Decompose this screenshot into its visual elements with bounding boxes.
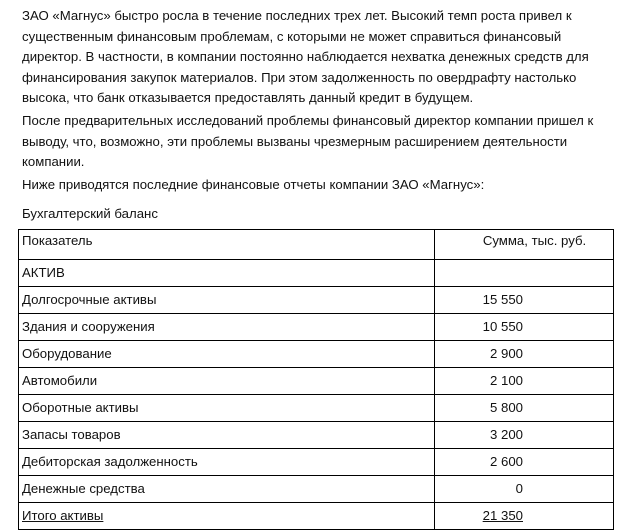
row-value: 0 bbox=[435, 476, 614, 503]
header-amount: Сумма, тыс. руб. bbox=[435, 230, 614, 260]
row-label: АКТИВ bbox=[19, 260, 435, 287]
row-label: Денежные средства bbox=[19, 476, 435, 503]
total-label: Итого активы bbox=[19, 503, 435, 530]
row-value: 2 600 bbox=[435, 449, 614, 476]
row-label: Запасы товаров bbox=[19, 422, 435, 449]
table-row bbox=[19, 341, 614, 368]
table-row-total bbox=[19, 503, 614, 530]
row-value bbox=[435, 260, 614, 287]
row-value: 5 800 bbox=[435, 395, 614, 422]
header-indicator: Показатель bbox=[19, 230, 435, 260]
row-label: Здания и сооружения bbox=[19, 314, 435, 341]
total-value: 21 350 bbox=[435, 503, 614, 530]
table-header-row bbox=[19, 230, 614, 260]
balance-sheet-table bbox=[18, 229, 614, 530]
row-label: Долгосрочные активы bbox=[19, 287, 435, 314]
table-row bbox=[19, 314, 614, 341]
table-row bbox=[19, 368, 614, 395]
row-value: 2 900 bbox=[435, 341, 614, 368]
table-row bbox=[19, 422, 614, 449]
table-row bbox=[19, 449, 614, 476]
paragraph-statements: Ниже приводятся последние финансовые отчеты компании ЗАО «Магнус»: bbox=[22, 177, 485, 192]
paragraph-research: После предварительных исследований проблемы финансовый директор компании пришел к выводу, что, возможно, эти проблемы вызваны чрезмерным расширением деятельности компании. bbox=[22, 113, 594, 169]
row-value: 10 550 bbox=[435, 314, 614, 341]
table-row bbox=[19, 287, 614, 314]
row-value: 15 550 bbox=[435, 287, 614, 314]
row-value: 3 200 bbox=[435, 422, 614, 449]
paragraph-intro: ЗАО «Магнус» быстро росла в течение последних трех лет. Высокий темп роста привел к существенным финансовым проблемам, с которыми не может справиться финансовый директор. В частности, в компании постоянно наблюдается нехватка денежных средств для финансирования закупок материалов. При этом задолженность по овердрафту настолько высока, что банк отказывается предоставлять данный кредит в будущем. bbox=[22, 8, 589, 105]
row-label: Оборотные активы bbox=[19, 395, 435, 422]
table-row bbox=[19, 395, 614, 422]
balance-sheet-title: Бухгалтерский баланс bbox=[22, 206, 158, 221]
row-label: Оборудование bbox=[19, 341, 435, 368]
row-label: Автомобили bbox=[19, 368, 435, 395]
row-label: Дебиторская задолженность bbox=[19, 449, 435, 476]
table-row bbox=[19, 260, 614, 287]
row-value: 2 100 bbox=[435, 368, 614, 395]
table-row bbox=[19, 476, 614, 503]
